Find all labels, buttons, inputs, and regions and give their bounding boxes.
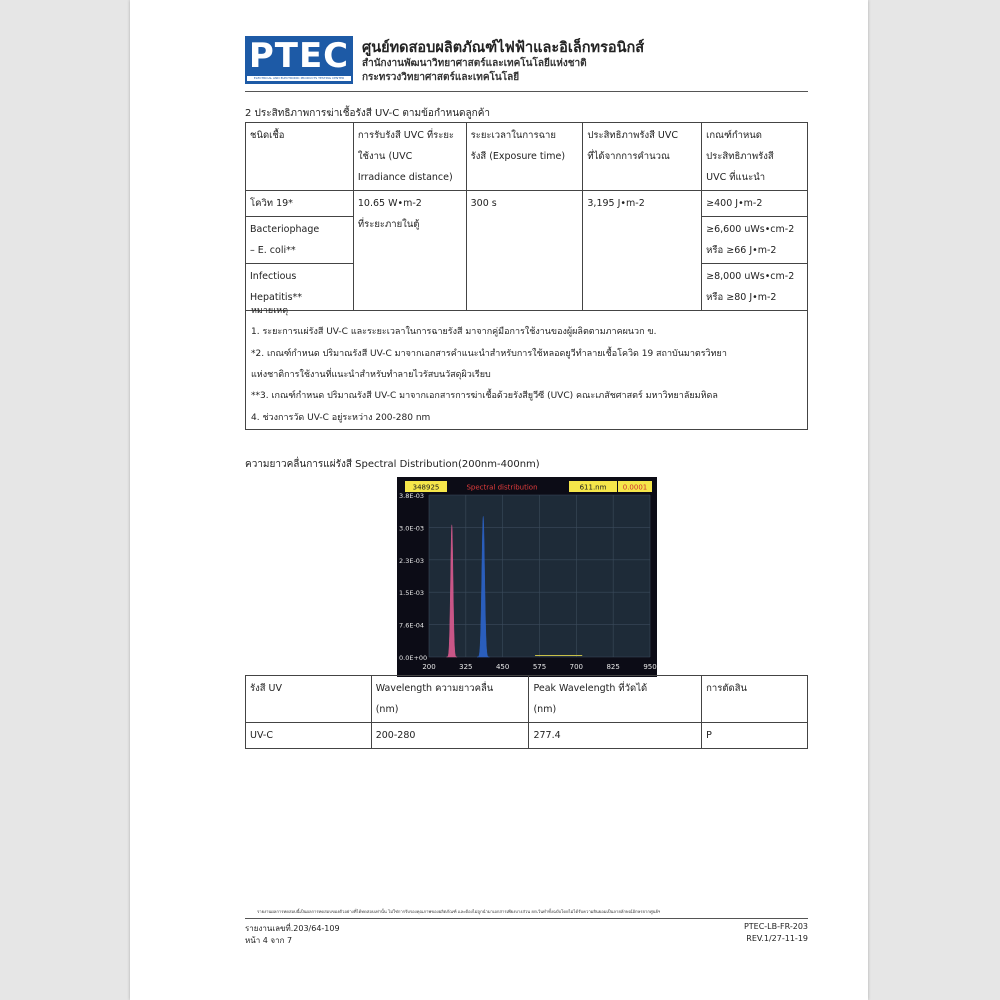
- peak-wavelength-cell: 277.4: [529, 723, 702, 749]
- x-tick-label: 450: [495, 663, 510, 671]
- note-line: แห่งชาติการใช้งานที่แนะนำสำหรับทำลายไวรัสบนวัสดุผิวเรียบ: [251, 370, 491, 380]
- criteria-cell: ≥8,000 uWs•cm-2 หรือ ≥80 J•m-2: [702, 264, 808, 311]
- uv-type-cell: UV-C: [246, 723, 372, 749]
- logo-subtitle: ELECTRICAL AND ELECTRONIC PRODUCTS TESTING CENTER: [247, 76, 351, 81]
- id-label: 348925: [412, 483, 440, 492]
- form-code: PTEC-LB-FR-203: [743, 922, 808, 931]
- header-criteria: เกณฑ์กำหนด ประสิทธิภาพรังสี UVC ที่แนะนำ: [702, 123, 808, 191]
- x-tick-label: 200: [422, 663, 436, 671]
- x-tick-label: 825: [606, 663, 620, 671]
- spectral-chart: [397, 477, 657, 677]
- result-cell: P: [702, 723, 808, 749]
- footer-disclaimer: รายงานผลการทดสอบนี้เป็นผลการทดสอบของตัวอย่างที่ได้ทดสอบเท่านั้น ไม่ใช่การรับรองคุณภาพของผลิตภัณฑ์ และต้องไม่ถูกนำมาเอกสารเพียงบางส่วน ยกเว้นทำทั้งฉบับโดยไม่ได้รับความยินยอมเป็นลายลักษณ์อักษรจากศูนย์ฯ: [257, 909, 661, 914]
- section-title: 2 ประสิทธิภาพการฆ่าเชื้อรังสี UV-C ตามข้อกำหนดลูกค้า: [245, 108, 491, 119]
- y-tick-label: 0.0E+00: [399, 654, 428, 662]
- criteria-cell: ≥6,600 uWs•cm-2 หรือ ≥66 J•m-2: [702, 217, 808, 264]
- efficiency-cell: 3,195 J•m-2: [583, 191, 702, 311]
- organism-cell: Bacteriophage – E. coli**: [246, 217, 354, 264]
- organism-cell: Infectious Hepatitis**: [246, 264, 354, 311]
- criteria-cell: ≥400 J•m-2: [702, 191, 808, 217]
- cursor-value: 0.0001: [622, 483, 648, 492]
- note-line: **3. เกณฑ์กำหนด ปริมาณรังสี UV-C มาจากเอกสารการฆ่าเชื้อด้วยรังสียูวีซี (UVC) คณะเภสัชศาสตร์ มหาวิทยาลัยมหิดล: [251, 391, 718, 401]
- exposure-cell: 300 s: [466, 191, 583, 311]
- wavelength-cell: 200-280: [371, 723, 529, 749]
- table-row: [246, 723, 808, 749]
- irradiance-cell: 10.65 W•m-2 ที่ระยะภายในตู้: [353, 191, 466, 311]
- header-organism: ชนิดเชื้อ: [246, 123, 354, 191]
- organism-cell: โควิท 19*: [246, 191, 354, 217]
- peak-wavelength-table: [245, 675, 808, 749]
- ptec-logo: [245, 36, 353, 84]
- note-line: *2. เกณฑ์กำหนด ปริมาณรังสี UV-C มาจากเอกสารคำแนะนำสำหรับการใช้หลอดยูวีทำลายเชื้อโควิด 19 สถาบันมาตรวิทยา: [251, 349, 727, 359]
- uvc-efficiency-table: [245, 122, 808, 311]
- x-tick-label: 325: [459, 663, 473, 671]
- x-tick-label: 950: [643, 663, 657, 671]
- header-exposure: ระยะเวลาในการฉาย รังสี (Exposure time): [466, 123, 583, 191]
- notes-title: หมายเหตุ: [251, 306, 289, 316]
- spectral-title: ความยาวคลื่นการแผ่รังสี Spectral Distribution(200nm-400nm): [245, 459, 540, 470]
- table-header-row: [246, 676, 808, 723]
- header-divider: [245, 91, 808, 92]
- header-wavelength: Wavelength ความยาวคลื่น (nm): [371, 676, 529, 723]
- chart-title: Spectral distribution: [466, 483, 538, 492]
- x-tick-label: 575: [532, 663, 547, 671]
- header-peak-wavelength: Peak Wavelength ที่วัดได้ (nm): [529, 676, 702, 723]
- header-irradiance: การรับรังสี UVC ที่ระยะ ใช้งาน (UVC Irradiance distance): [353, 123, 466, 191]
- y-tick-label: 3.0E-03: [399, 524, 425, 533]
- logo-mark: PTEC: [248, 36, 350, 76]
- note-line: 1. ระยะการแผ่รังสี UV-C และระยะเวลาในการฉายรังสี มาจากคู่มือการใช้งานของผู้ผลิตตามภาคผนวก ข.: [251, 327, 657, 337]
- y-tick-label: 7.6E-04: [399, 621, 425, 630]
- note-line: 4. ช่วงการวัด UV-C อยู่ระหว่าง 200-280 nm: [251, 413, 431, 423]
- header-result: การตัดสิน: [702, 676, 808, 723]
- table-row: [246, 191, 808, 217]
- y-tick-label: 1.5E-03: [399, 589, 425, 598]
- header-efficiency: ประสิทธิภาพรังสี UVC ที่ได้จากการคำนวณ: [583, 123, 702, 191]
- y-tick-label: 3.8E-03: [399, 492, 425, 500]
- org-name: ศูนย์ทดสอบผลิตภัณฑ์ไฟฟ้าและอิเล็กทรอนิกส์: [362, 40, 645, 56]
- header-uv-type: รังสี UV: [246, 676, 372, 723]
- y-tick-label: 2.3E-03: [399, 556, 425, 565]
- x-tick-label: 700: [569, 663, 584, 671]
- spectral-chart-svg: [397, 477, 657, 677]
- table-header-row: [246, 123, 808, 191]
- footer-divider: [245, 918, 808, 919]
- notes-box: [245, 297, 808, 430]
- ministry-name: กระทรวงวิทยาศาสตร์และเทคโนโลยี: [362, 72, 520, 83]
- cursor-label: 611.nm: [579, 483, 607, 492]
- report-number: รายงานเลขที่.203/64-109: [245, 924, 340, 933]
- revision: REV.1/27-11-19: [746, 934, 808, 943]
- agency-name: สำนักงานพัฒนาวิทยาศาสตร์และเทคโนโลยีแห่งชาติ: [362, 58, 587, 69]
- page-number: หน้า 4 จาก 7: [245, 936, 293, 945]
